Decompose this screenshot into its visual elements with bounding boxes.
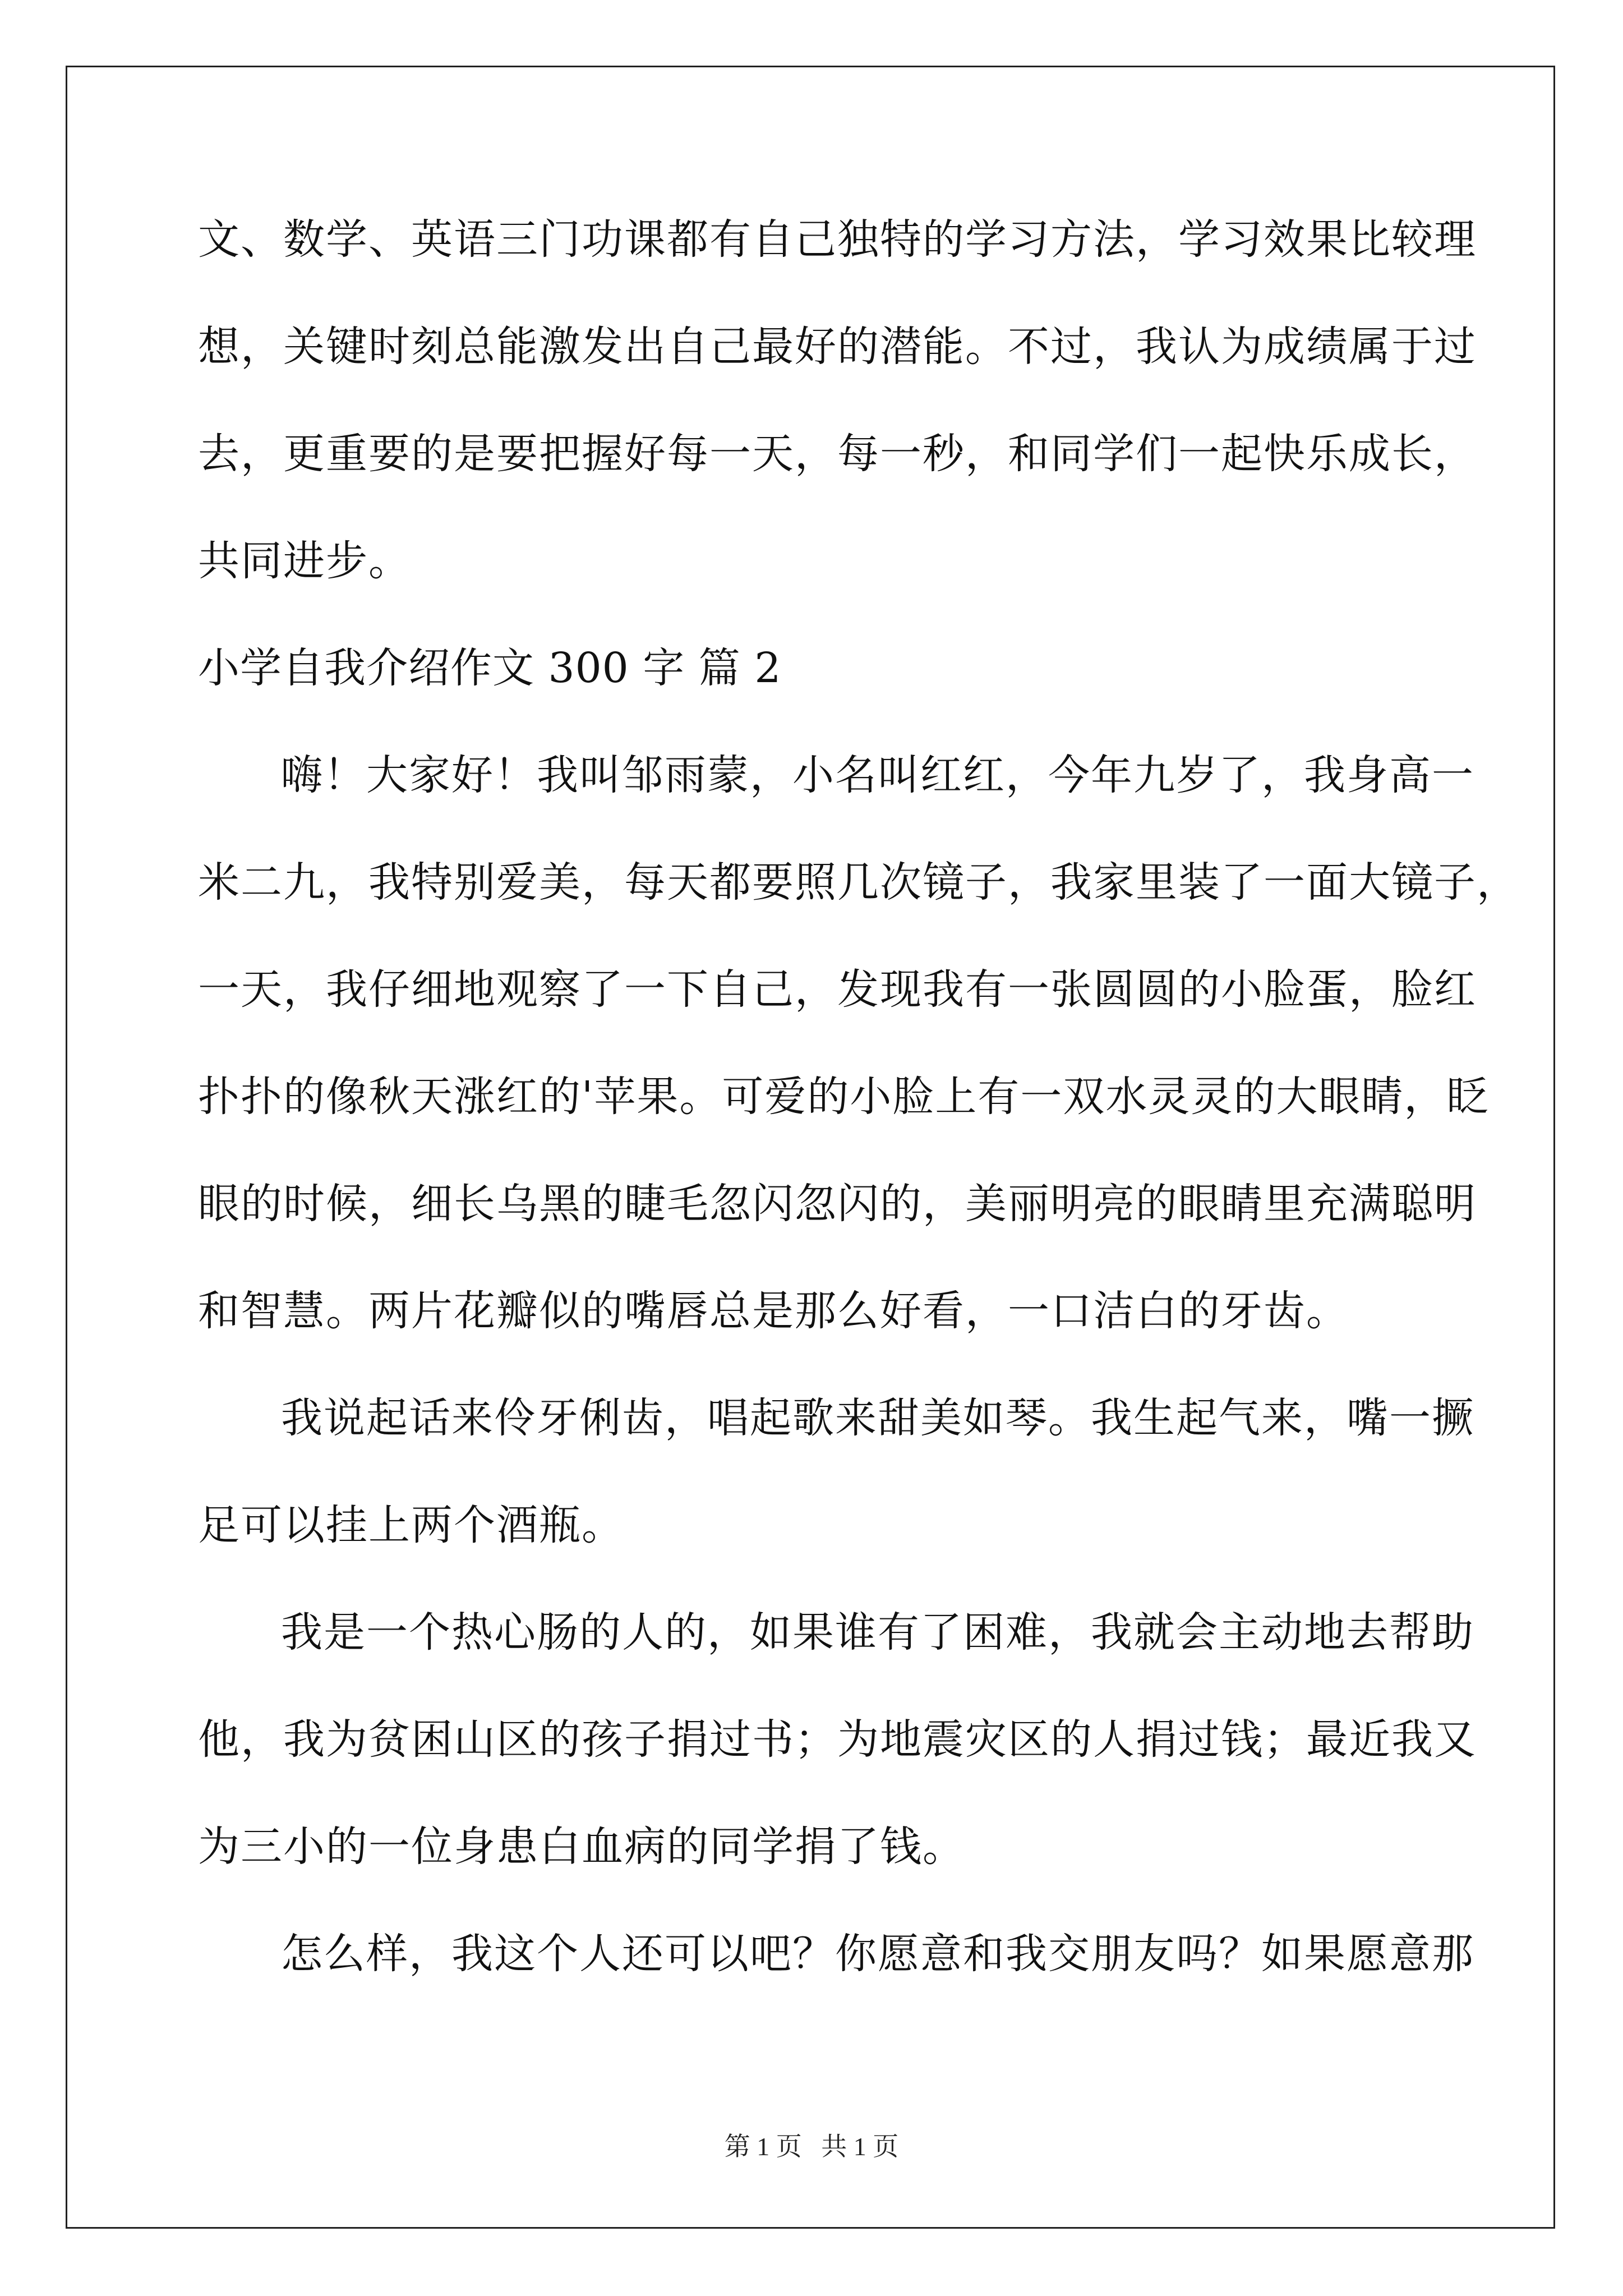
section-heading: 小学自我介绍作文 300 字 篇 2	[198, 644, 782, 692]
text-line: 一天，我仔细地观察了一下自己，发现我有一张圆圆的小脸蛋，脸红	[198, 965, 1477, 1014]
text-line: 文、数学、英语三门功课都有自己独特的学习方法，学习效果比较理	[198, 215, 1477, 264]
text-line: 和智慧。两片花瓣似的嘴唇总是那么好看，一口洁白的牙齿。	[198, 1287, 1349, 1335]
text-line: 为三小的一位身患白血病的同学捐了钱。	[198, 1823, 965, 1871]
text-line: 米二九，我特别爱美，每天都要照几次镜子，我家里装了一面大镜子，	[198, 858, 1519, 907]
page-footer	[0, 2126, 1623, 2163]
text-line: 共同进步。	[198, 537, 411, 585]
text-line: 我是一个热心肠的人的，如果谁有了困难，我就会主动地去帮助	[281, 1608, 1474, 1657]
text-line: 去，更重要的是要把握好每一天，每一秒，和同学们一起快乐成长，	[198, 430, 1477, 478]
text-line: 眼的时候，细长乌黑的睫毛忽闪忽闪的，美丽明亮的眼睛里充满聪明	[198, 1180, 1477, 1228]
text-line: 我说起话来伶牙俐齿，唱起歌来甜美如琴。我生起气来，嘴一撅	[281, 1394, 1474, 1442]
page-number: 第 1 页	[724, 2132, 802, 2161]
text-line: 他，我为贫困山区的孩子捐过书；为地震灾区的人捐过钱；最近我又	[198, 1715, 1477, 1764]
text-line: 足可以挂上两个酒瓶。	[198, 1501, 624, 1549]
text-line: 想，关键时刻总能激发出自己最好的潜能。不过，我认为成绩属于过	[198, 323, 1477, 371]
text-line: 嗨！大家好！我叫邹雨蒙，小名叫红红，今年九岁了，我身高一	[281, 751, 1474, 799]
text-line: 扑扑的像秋天涨红的'苹果。可爱的小脸上有一双水灵灵的大眼睛，眨	[198, 1073, 1490, 1121]
document-body	[198, 213, 1519, 2035]
page-total: 共 1 页	[821, 2132, 899, 2161]
text-line: 怎么样，我这个人还可以吧？你愿意和我交朋友吗？如果愿意那	[281, 1930, 1474, 1978]
